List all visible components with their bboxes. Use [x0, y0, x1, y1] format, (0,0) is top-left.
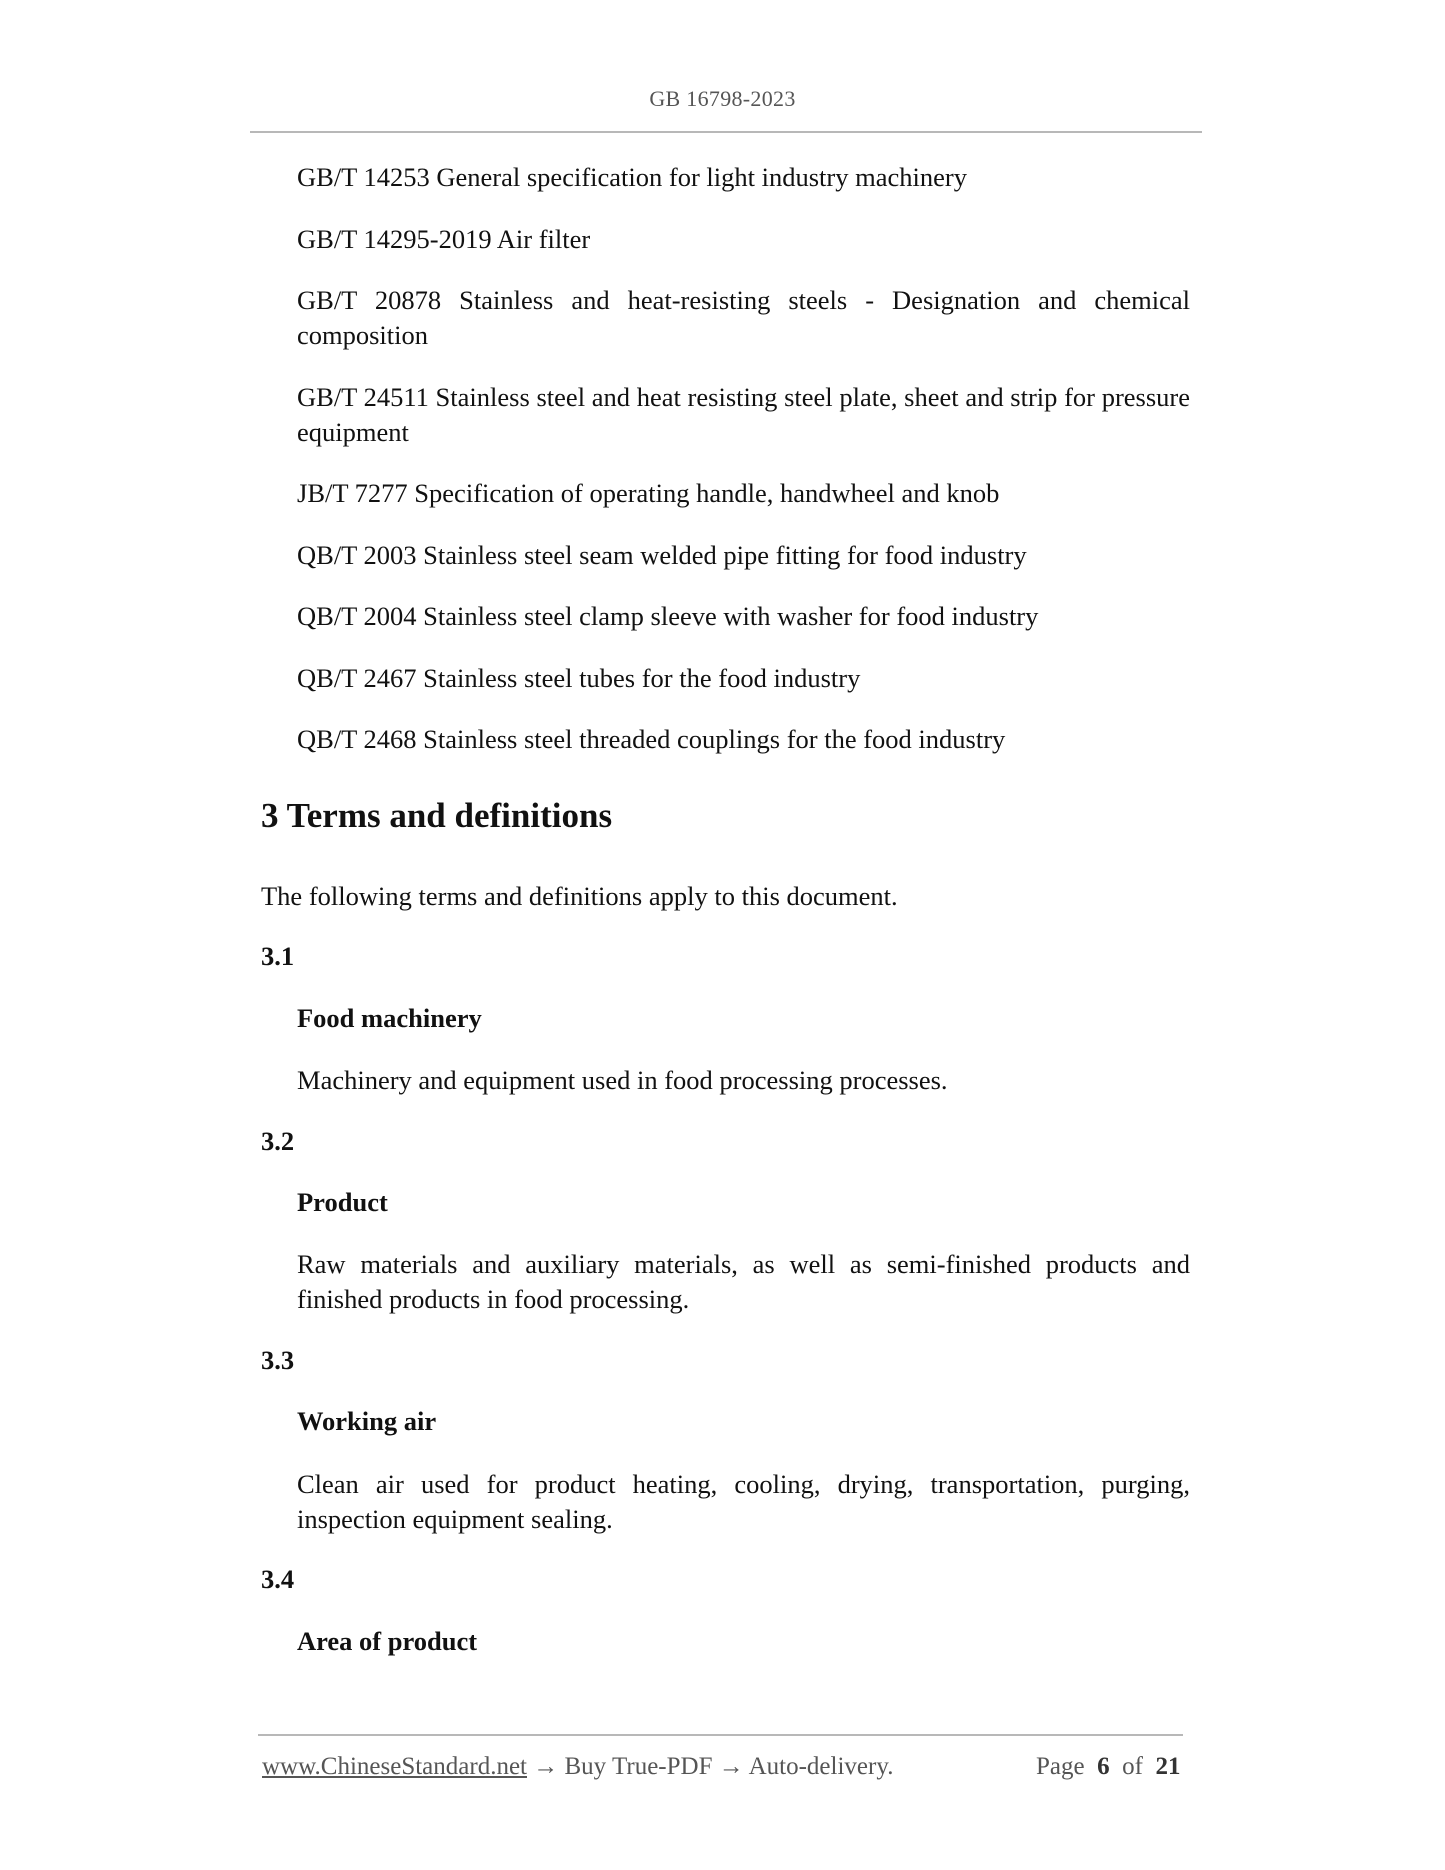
reference-item: JB/T 7277 Specification of operating handle, handwheel and knob: [297, 478, 1000, 508]
footer-divider: [258, 1734, 1183, 1736]
section-intro: The following terms and definitions apply to this document.: [261, 881, 898, 911]
running-header: GB 16798-2023: [649, 86, 796, 111]
term-name: Food machinery: [297, 1003, 482, 1033]
reference-item: QB/T 2004 Stainless steel clamp sleeve with washer for food industry: [297, 601, 1039, 631]
reference-item: QB/T 2003 Stainless steel seam welded pipe fitting for food industry: [297, 540, 1027, 570]
term-definition: Machinery and equipment used in food processing processes.: [297, 1065, 948, 1095]
page-current: 6: [1097, 1753, 1110, 1780]
footer-promo: [262, 1753, 893, 1781]
term-number: 3.3: [261, 1345, 295, 1375]
auto-delivery-text: Auto-delivery.: [748, 1753, 894, 1780]
term-definition: Raw materials and auxiliary materials, as well as semi-finished products and finished products in food processing.: [297, 1249, 1190, 1314]
buy-pdf-text: Buy True-PDF: [564, 1753, 713, 1780]
arrow-right-icon: →: [533, 1753, 559, 1780]
site-link[interactable]: www.ChineseStandard.net: [262, 1753, 527, 1780]
reference-item: QB/T 2468 Stainless steel threaded couplings for the food industry: [297, 724, 1006, 754]
term-name: Working air: [297, 1406, 437, 1436]
of-label: of: [1122, 1753, 1143, 1780]
reference-item: GB/T 14253 General specification for light industry machinery: [297, 162, 967, 192]
reference-item: GB/T 24511 Stainless steel and heat resisting steel plate, sheet and strip for pressure equipment: [297, 382, 1190, 447]
page-total: 21: [1155, 1753, 1181, 1780]
reference-item: GB/T 20878 Stainless and heat-resisting steels - Designation and chemical composition: [297, 285, 1190, 350]
term-name: Product: [297, 1187, 388, 1217]
section-heading: 3 Terms and definitions: [261, 796, 613, 835]
reference-item: QB/T 2467 Stainless steel tubes for the food industry: [297, 663, 861, 693]
term-name: Area of product: [297, 1626, 478, 1656]
page-label: Page: [1036, 1753, 1085, 1780]
reference-item: GB/T 14295-2019 Air filter: [297, 224, 591, 254]
term-number: 3.2: [261, 1126, 295, 1156]
page-indicator: [1036, 1753, 1180, 1781]
term-number: 3.1: [261, 941, 295, 971]
arrow-right-icon: →: [718, 1753, 744, 1780]
term-number: 3.4: [261, 1564, 295, 1594]
header-divider: [250, 131, 1202, 133]
term-definition: Clean air used for product heating, cooling, drying, transportation, purging, inspection equipment sealing.: [297, 1469, 1190, 1534]
